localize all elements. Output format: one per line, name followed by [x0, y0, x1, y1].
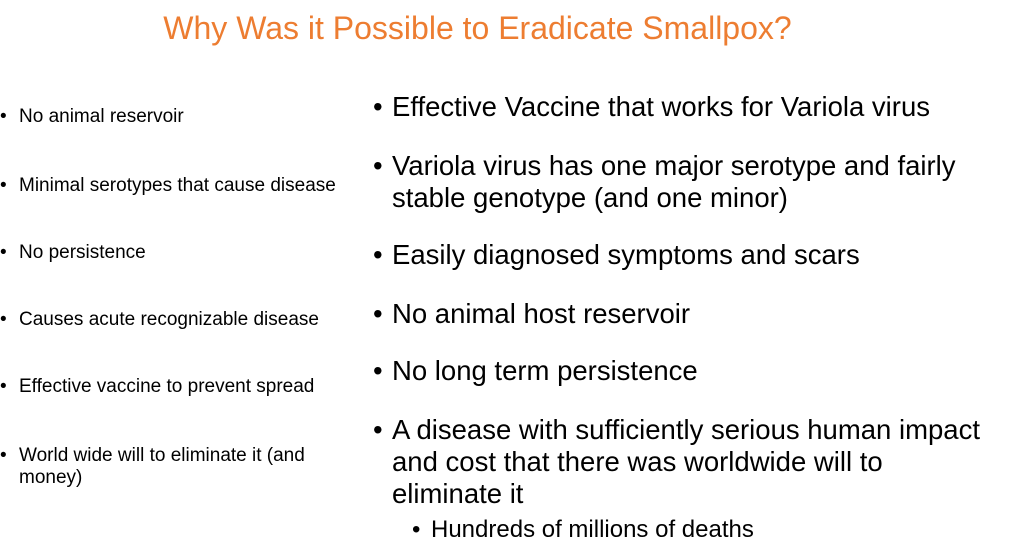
bullet-dot: • [0, 309, 7, 330]
right-bullet-text: No animal host reservoir [392, 298, 691, 329]
bullet-dot: • [0, 175, 7, 196]
left-bullet-text: Minimal serotypes that cause disease [19, 175, 336, 196]
bullet-dot: • [412, 516, 421, 543]
right-bullet-text: Easily diagnosed symptoms and scars [392, 239, 860, 270]
bullet-dot: • [373, 150, 383, 181]
bullet-dot: • [373, 414, 383, 445]
right-bullet-text: Effective Vaccine that works for Variola virus [392, 91, 930, 122]
right-bullet-text: No long term persistence [392, 355, 698, 386]
bullet-dot: • [373, 355, 383, 386]
right-sub-bullet-text: Hundreds of millions of deaths [431, 516, 754, 543]
bullet-dot: • [373, 91, 383, 122]
left-bullet-text: No animal reservoir [19, 106, 184, 127]
left-bullet-text: World wide will to eliminate it (and money) [19, 445, 305, 488]
bullet-dot: • [0, 106, 7, 127]
bullet-dot: • [373, 298, 383, 329]
right-bullet-text: A disease with sufficiently serious human impact and cost that there was worldwide will to eliminate it [392, 414, 980, 509]
slide-title: Why Was it Possible to Eradicate Smallpox? [163, 10, 792, 46]
bullet-dot: • [0, 445, 7, 466]
bullet-dot: • [0, 376, 7, 397]
left-bullet-text: No persistence [19, 242, 146, 263]
bullet-dot: • [0, 242, 7, 263]
left-bullet-text: Effective vaccine to prevent spread [19, 376, 315, 397]
right-bullet-text: Variola virus has one major serotype and fairly stable genotype (and one minor) [392, 150, 956, 213]
bullet-dot: • [373, 239, 383, 270]
left-bullet-text: Causes acute recognizable disease [19, 309, 319, 330]
